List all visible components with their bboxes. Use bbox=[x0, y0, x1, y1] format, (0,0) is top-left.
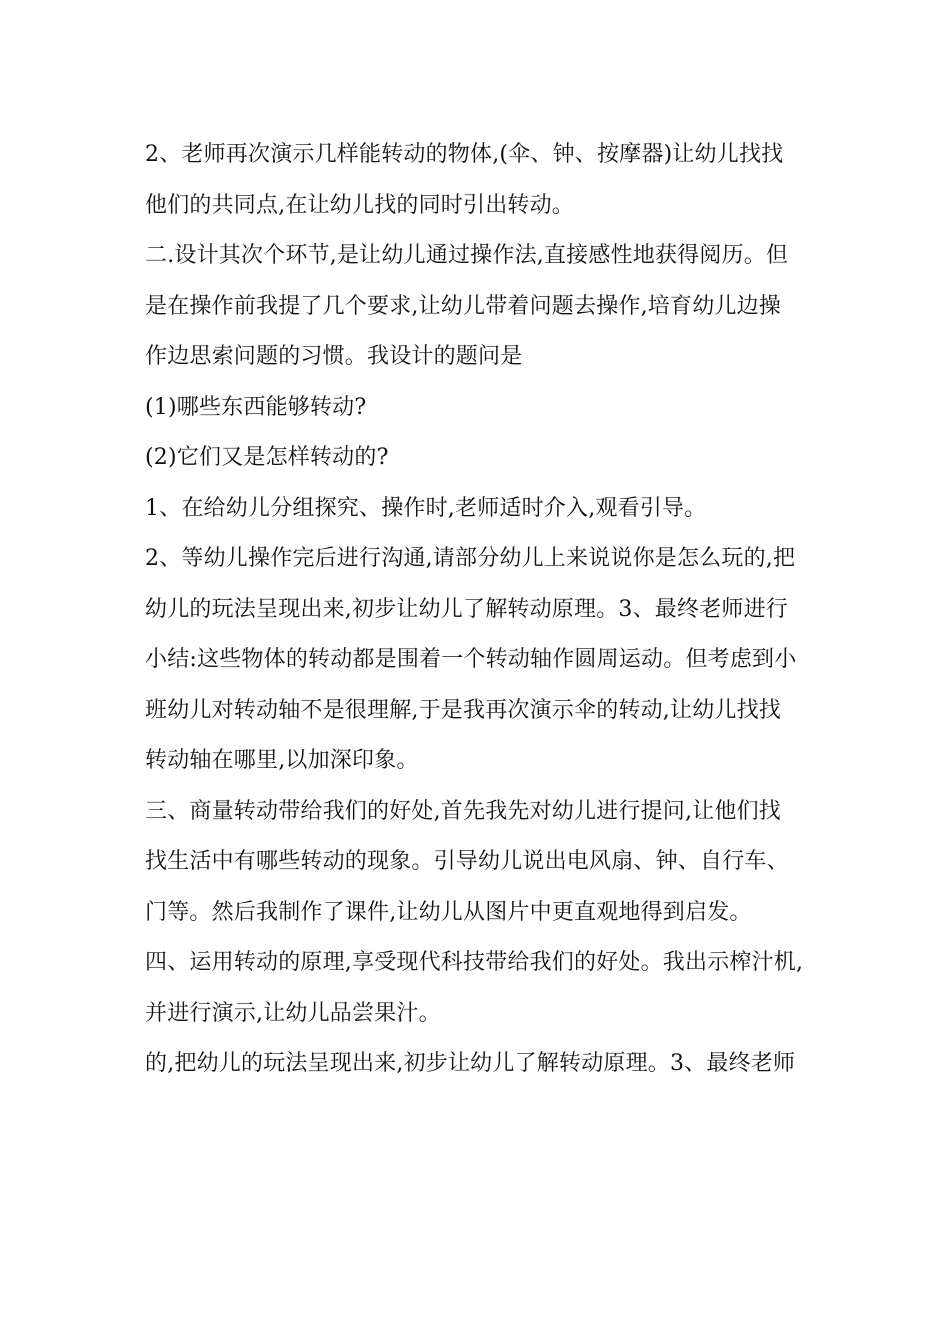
text-line: 小结:这些物体的转动都是围着一个转动轴作圆周运动。但考虑到小 bbox=[145, 647, 797, 672]
document-body bbox=[145, 130, 815, 1090]
text-line: 2、等幼儿操作完后进行沟通,请部分幼儿上来说说你是怎么玩的,把 bbox=[145, 546, 796, 571]
text-line: 是在操作前我提了几个要求,让幼儿带着问题去操作,培育幼儿边操 bbox=[145, 293, 781, 319]
text-line: 2、老师再次演示几样能转动的物体,(伞、钟、按摩器)让幼儿找找 bbox=[145, 142, 784, 167]
text-line: 1、在给幼儿分组探究、操作时,老师适时介入,观看引导。 bbox=[145, 495, 707, 521]
text-line: 幼儿的玩法呈现出来,初步让幼儿了解转动原理。3、最终老师进行 bbox=[145, 596, 788, 622]
text-line: (2)它们又是怎样转动的? bbox=[145, 445, 389, 470]
text-line: 并进行演示,让幼儿品尝果汁。 bbox=[145, 1000, 441, 1026]
text-line: 他们的共同点,在让幼儿找的同时引出转动。 bbox=[145, 192, 574, 218]
text-line: 找生活中有哪些转动的现象。引导幼儿说出电风扇、钟、自行车、 bbox=[145, 849, 789, 874]
text-line: 班幼儿对转动轴不是很理解,于是我再次演示伞的转动,让幼儿找找 bbox=[145, 697, 781, 723]
text-line: 二.设计其次个环节,是让幼儿通过操作法,直接感性地获得阅历。但 bbox=[145, 243, 789, 268]
text-line: 四、运用转动的原理,享受现代科技带给我们的好处。我出示榨汁机, bbox=[145, 950, 804, 975]
text-line: 门等。然后我制作了课件,让幼儿从图片中更直观地得到启发。 bbox=[145, 899, 752, 925]
text-line: 转动轴在哪里,以加深印象。 bbox=[145, 748, 419, 773]
text-line: (1)哪些东西能够转动? bbox=[145, 394, 367, 420]
text-line: 的,把幼儿的玩法呈现出来,初步让幼儿了解转动原理。3、最终老师 bbox=[145, 1051, 796, 1076]
text-line: 作边思索问题的习惯。我设计的题问是 bbox=[145, 344, 523, 369]
text-line: 三、商量转动带给我们的好处,首先我先对幼儿进行提问,让他们找 bbox=[145, 798, 781, 824]
